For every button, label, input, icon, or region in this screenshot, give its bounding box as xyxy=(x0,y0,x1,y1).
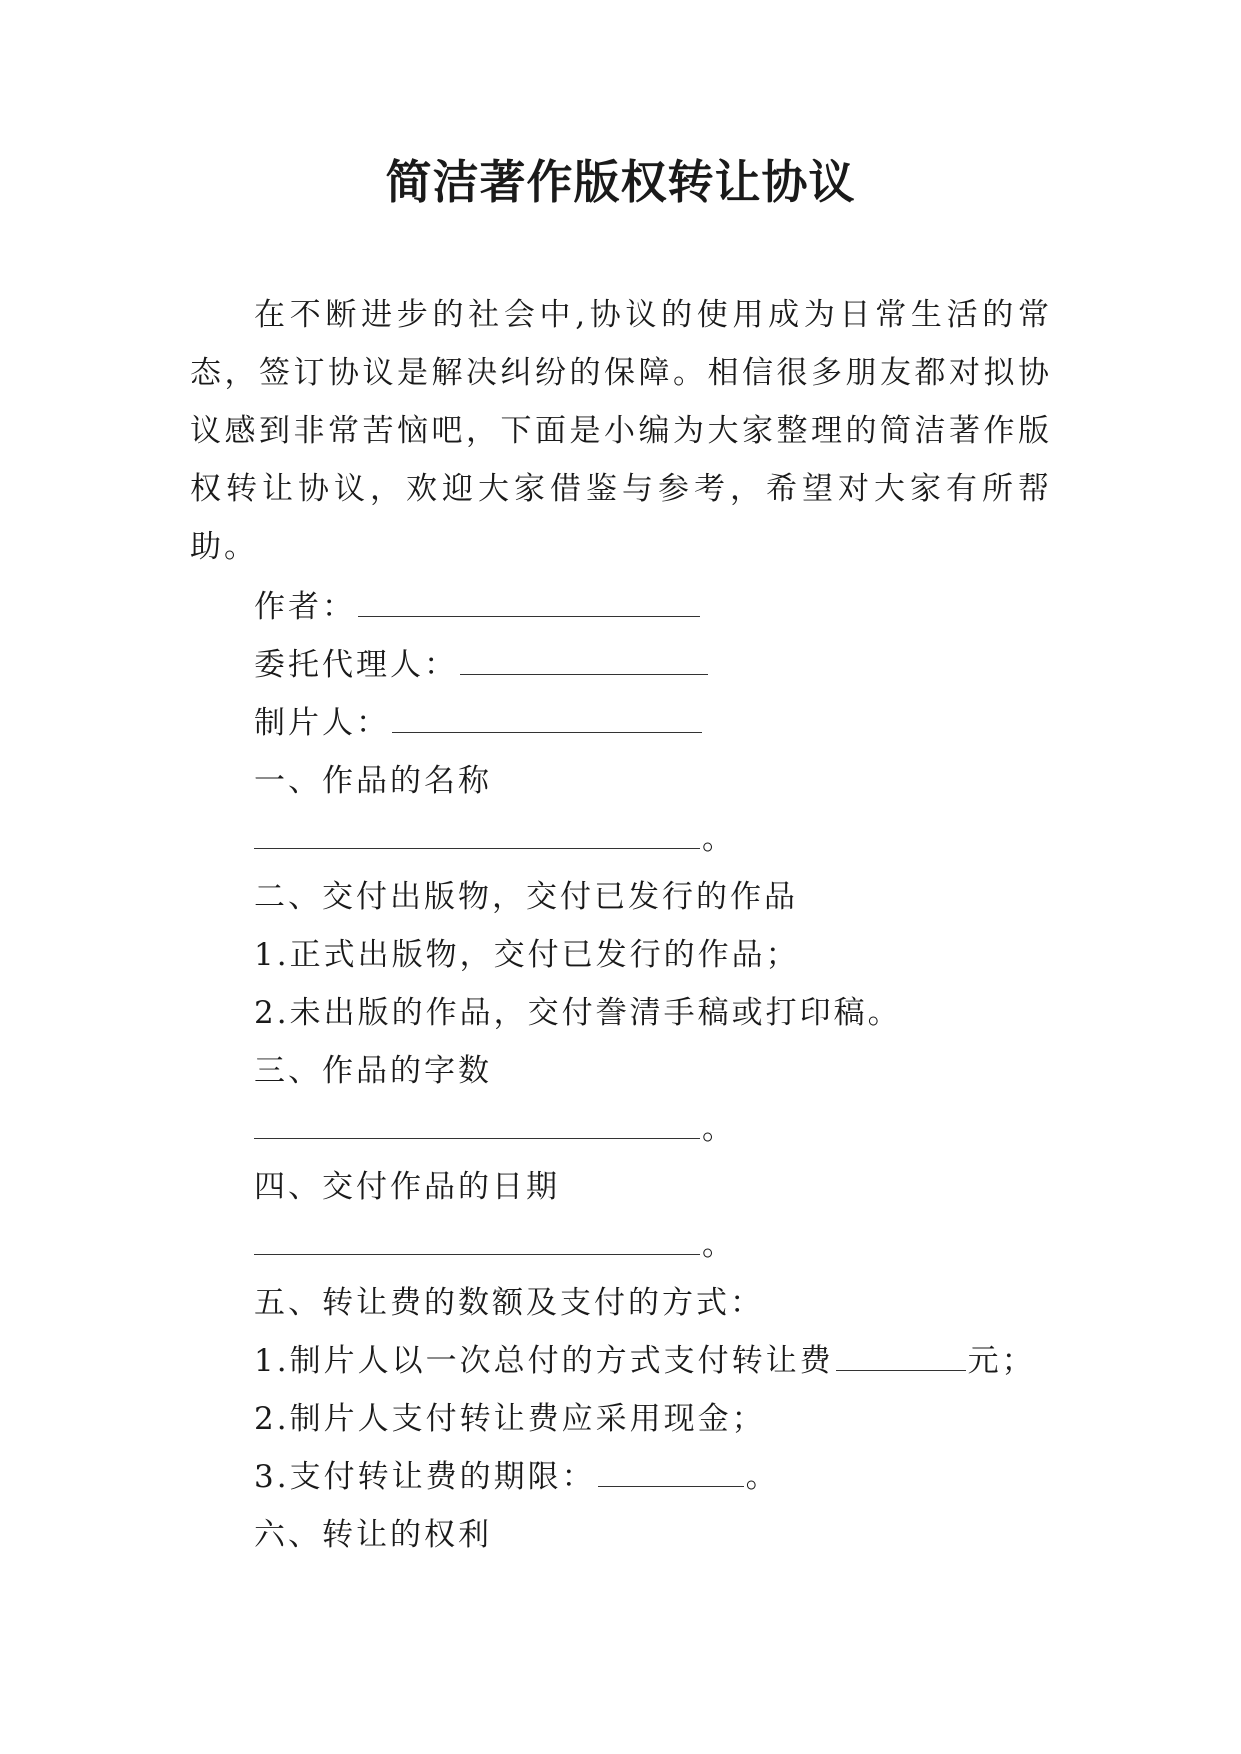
agent-blank xyxy=(460,644,708,675)
author-label: 作者： xyxy=(254,589,356,625)
author-line xyxy=(254,578,1054,636)
section-5-item-2: 2.制片人支付转让费应采用现金； xyxy=(254,1401,766,1437)
producer-blank xyxy=(392,702,702,733)
section-4-title: 四、交付作品的日期 xyxy=(254,1169,560,1205)
agent-label: 委托代理人： xyxy=(254,647,458,683)
delivery-date-blank xyxy=(254,1224,700,1255)
section-1-blank-line xyxy=(254,810,1054,868)
section-1-end: 。 xyxy=(702,821,736,857)
section-2-item-1: 1.正式出版物，交付已发行的作品； xyxy=(254,937,800,973)
section-4-blank-line xyxy=(254,1216,1054,1274)
section-3-title: 三、作品的字数 xyxy=(254,1053,492,1089)
section-6-title: 六、转让的权利 xyxy=(254,1517,492,1553)
section-2-title: 二、交付出版物，交付已发行的作品 xyxy=(254,879,798,915)
section-2-item-2: 2.未出版的作品，交付誊清手稿或打印稿。 xyxy=(254,995,902,1031)
section-5-item-3-end: 。 xyxy=(745,1459,780,1495)
word-count-blank xyxy=(254,1108,700,1139)
fee-amount-blank xyxy=(836,1340,966,1371)
section-3-blank-line xyxy=(254,1100,1054,1158)
section-3-end: 。 xyxy=(702,1111,736,1147)
section-5-item-1-text: 1.制片人以一次总付的方式支付转让费 xyxy=(254,1343,834,1379)
section-5-item-3-text: 3.支付转让费的期限： xyxy=(254,1459,596,1495)
section-1-title: 一、作品的名称 xyxy=(254,763,492,799)
payment-deadline-blank xyxy=(598,1456,744,1487)
agreement-body xyxy=(254,578,1054,1564)
section-5-item-3 xyxy=(254,1448,1054,1506)
work-name-blank xyxy=(254,818,700,849)
section-5-item-1-unit: 元； xyxy=(967,1343,1036,1379)
section-4-end: 。 xyxy=(702,1227,736,1263)
producer-line xyxy=(254,694,1054,752)
document-title: 简洁著作版权转让协议 xyxy=(385,155,856,209)
author-blank xyxy=(358,586,700,617)
section-5-title: 五、转让费的数额及支付的方式： xyxy=(254,1285,764,1321)
producer-label: 制片人： xyxy=(254,705,390,741)
agent-line xyxy=(254,636,1054,694)
section-5-item-1 xyxy=(254,1332,1054,1390)
intro-paragraph: 在不断进步的社会中,协议的使用成为日常生活的常态，签订协议是解决纠纷的保障。相信很多朋友都对拟协议感到非常苦恼吧，下面是小编为大家整理的简洁著作版权转让协议，欢迎大家借鉴与参考，希望对大家有所帮助。 xyxy=(190,297,1052,565)
